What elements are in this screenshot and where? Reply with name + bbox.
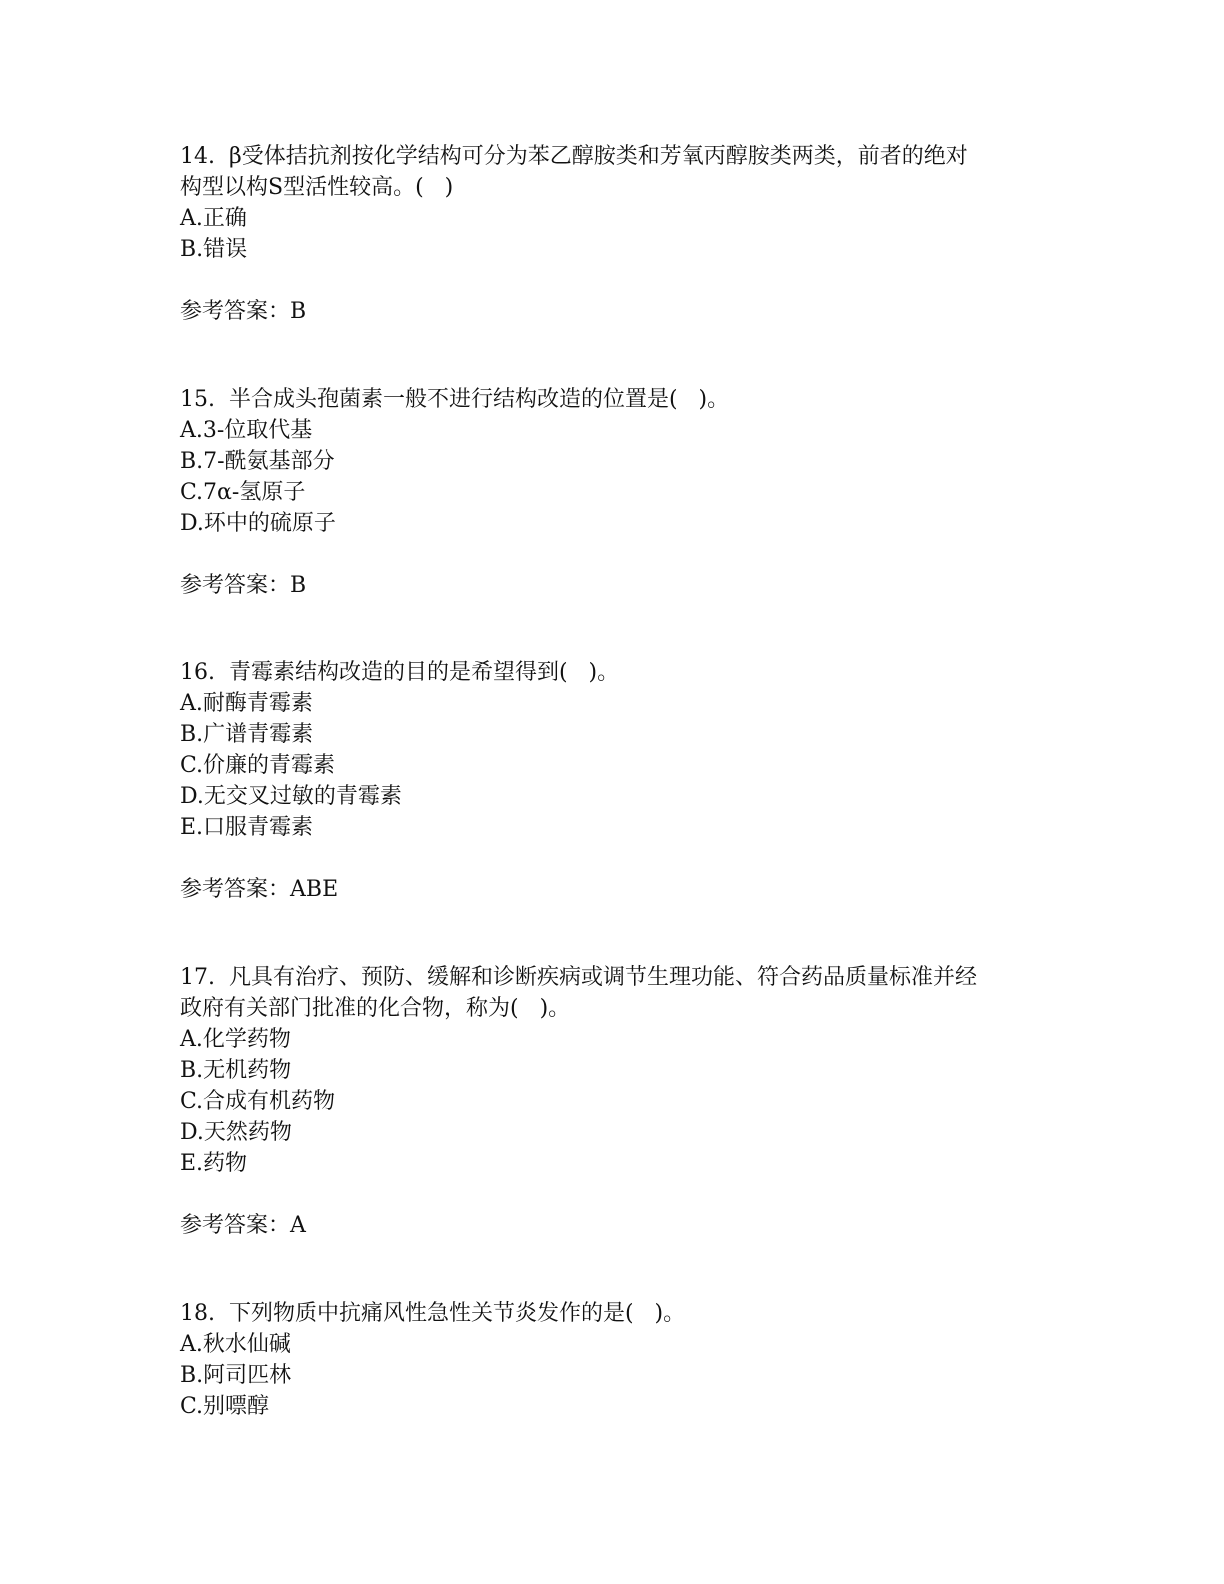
reference-answer	[180, 874, 1050, 905]
question-stem-line: 18. 下列物质中抗痛风性急性关节炎发作的是( )。	[180, 1301, 686, 1326]
option-d: D.无交叉过敏的青霉素	[180, 784, 402, 809]
option-d: D.环中的硫原子	[180, 511, 336, 536]
option-d: D.天然药物	[180, 1120, 292, 1145]
option-a: A.耐酶青霉素	[180, 691, 313, 716]
answer-label: 参考答案：	[180, 877, 291, 902]
option-a: A.秋水仙碱	[180, 1332, 291, 1357]
question-stem-line: 14. β受体拮抗剂按化学结构可分为苯乙醇胺类和芳氧丙醇胺类两类，前者的绝对	[180, 144, 968, 169]
option-e: E.口服青霉素	[180, 815, 314, 840]
question-14	[180, 141, 1050, 327]
option-c: C.价廉的青霉素	[180, 753, 336, 778]
option-b: B.7-酰氨基部分	[180, 449, 335, 474]
reference-answer	[180, 296, 1050, 327]
question-stem-line: 15. 半合成头孢菌素一般不进行结构改造的位置是( )。	[180, 387, 730, 412]
question-stem-line: 16. 青霉素结构改造的目的是希望得到( )。	[180, 660, 620, 685]
option-b: B.广谱青霉素	[180, 722, 314, 747]
option-b: B.无机药物	[180, 1058, 292, 1083]
reference-answer	[180, 1210, 1050, 1241]
answer-label: 参考答案：	[180, 1213, 291, 1238]
question-18	[180, 1298, 1050, 1422]
question-17	[180, 962, 1050, 1241]
question-stem-line: 构型以构S型活性较高。( )	[180, 175, 454, 200]
answer-value: ABE	[290, 877, 339, 902]
answer-value: B	[290, 299, 307, 324]
option-b: B.错误	[180, 237, 248, 262]
question-16	[180, 657, 1050, 905]
option-c: C.7α-氢原子	[180, 480, 306, 505]
option-b: B.阿司匹林	[180, 1363, 292, 1388]
option-a: A.化学药物	[180, 1027, 291, 1052]
reference-answer	[180, 570, 1050, 601]
option-c: C.合成有机药物	[180, 1089, 336, 1114]
question-15	[180, 384, 1050, 601]
answer-label: 参考答案：	[180, 573, 291, 598]
answer-label: 参考答案：	[180, 299, 291, 324]
question-stem-line: 政府有关部门批准的化合物，称为( )。	[180, 996, 571, 1021]
option-c: C.别嘌醇	[180, 1394, 270, 1419]
question-stem-line: 17. 凡具有治疗、预防、缓解和诊断疾病或调节生理功能、符合药品质量标准并经	[180, 965, 977, 990]
option-e: E.药物	[180, 1151, 248, 1176]
option-a: A.正确	[180, 206, 247, 231]
answer-value: B	[290, 573, 307, 598]
option-a: A.3-位取代基	[180, 418, 313, 443]
answer-value: A	[290, 1213, 306, 1238]
